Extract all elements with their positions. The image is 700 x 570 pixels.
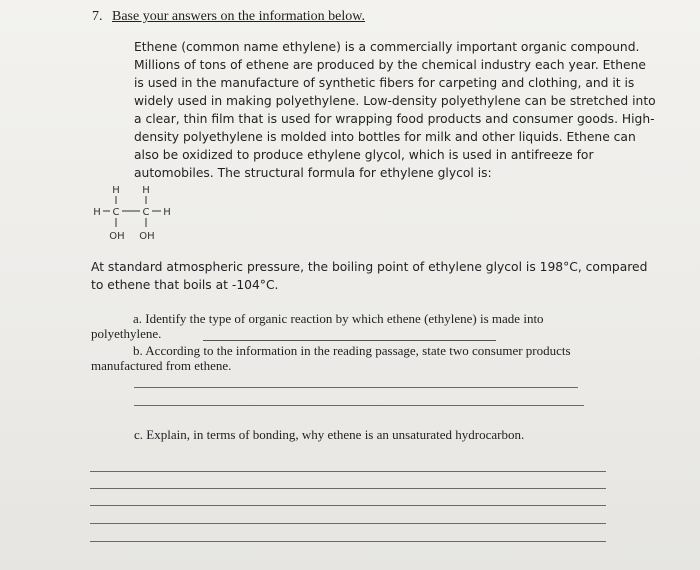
part-b-answer-line[interactable] [134, 387, 578, 388]
part-b-prompt-line1: b. According to the information in the reading passage, state two consumer products [133, 343, 571, 358]
part-c-answer-line[interactable] [90, 505, 606, 506]
question-instruction: Base your answers on the information below. [112, 9, 365, 24]
atom-right-h: H [163, 207, 171, 218]
part-c-answer-line[interactable] [90, 471, 606, 472]
atom-top-h1: H [112, 185, 120, 196]
passage-line: a clear, thin film that is used for wrapping food products and consumer goods. High- [134, 112, 655, 126]
reading-passage [134, 38, 654, 182]
atom-carbon-2: C [142, 207, 150, 218]
passage-line: widely used in making polyethylene. Low-density polyethylene can be stretched into [134, 94, 656, 108]
passage-line: Millions of tons of ethene are produced by the chemical industry each year. Ethene [134, 58, 646, 72]
question-number: 7. [92, 9, 103, 24]
atom-left-h: H [93, 207, 101, 218]
boiling-point-statement [91, 258, 671, 294]
question-header [92, 9, 365, 25]
passage-line: density polyethylene is molded into bottles for milk and other liquids. Ethene can [134, 130, 636, 144]
boiling-line: to ethene that boils at -104°C. [91, 278, 279, 292]
part-c-answer-line[interactable] [90, 541, 606, 542]
part-c-answer-line[interactable] [90, 523, 606, 524]
part-a-prompt-line2: polyethylene. [91, 326, 162, 341]
part-a-answer-line[interactable] [203, 340, 496, 341]
passage-line: also be oxidized to produce ethylene glycol, which is used in antifreeze for [134, 148, 594, 162]
atom-carbon-1: C [112, 207, 120, 218]
ethylene-glycol-structural-formula [90, 183, 200, 253]
passage-line: is used in the manufacture of synthetic fibers for carpeting and clothing, and it is [134, 76, 635, 90]
boiling-line: At standard atmospheric pressure, the boiling point of ethylene glycol is 198°C, compared [91, 260, 648, 274]
passage-line: Ethene (common name ethylene) is a commercially important organic compound. [134, 40, 640, 54]
part-b-answer-line[interactable] [134, 405, 584, 406]
part-a-prompt-line1: a. Identify the type of organic reaction by which ethene (ethylene) is made into [133, 311, 544, 326]
atom-top-h2: H [142, 185, 150, 196]
group-hydroxyl-1: OH [109, 231, 125, 242]
group-hydroxyl-2: OH [139, 231, 155, 242]
passage-line: automobiles. The structural formula for ethylene glycol is: [134, 166, 492, 180]
part-c-prompt: c. Explain, in terms of bonding, why ethene is an unsaturated hydrocarbon. [134, 427, 525, 442]
part-b-prompt-line2: manufactured from ethene. [91, 358, 232, 373]
part-c-answer-line[interactable] [90, 488, 606, 489]
